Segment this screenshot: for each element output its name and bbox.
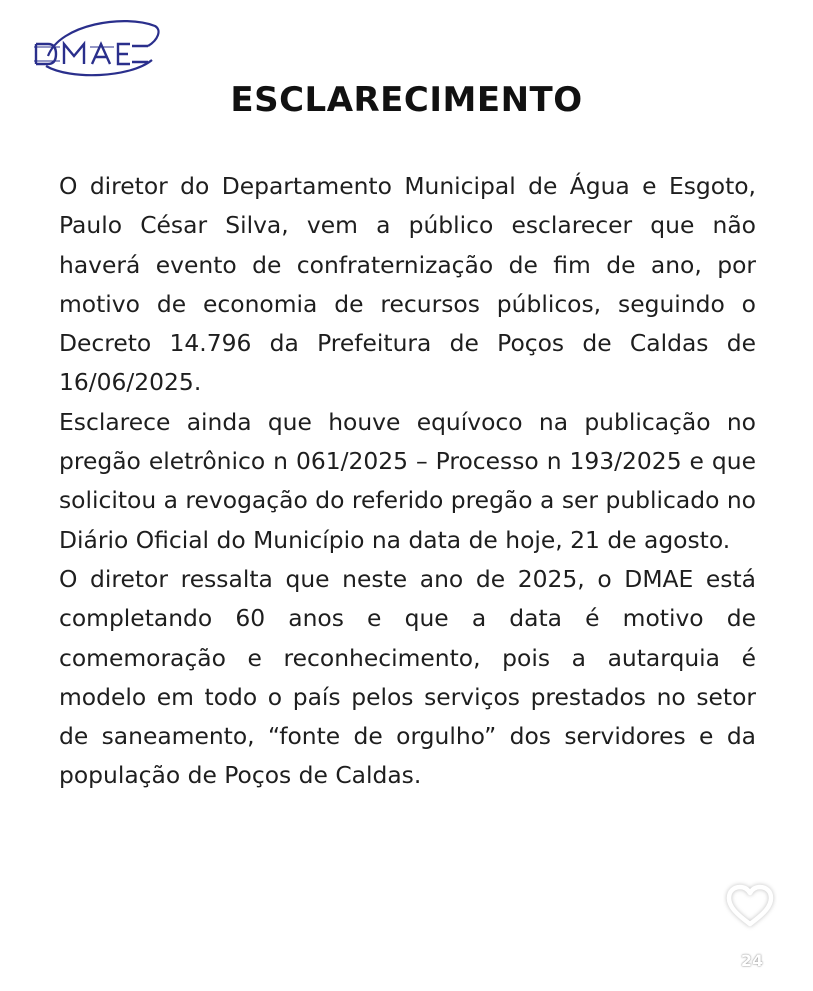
- dmae-logo-graphic: [30, 16, 165, 82]
- dmae-logo: [30, 16, 165, 82]
- document-title: ESCLARECIMENTO: [230, 80, 583, 120]
- document-body: [59, 167, 756, 796]
- paragraph-clarification: Esclarece ainda que houve equívoco na publicação no pregão eletrônico n 061/2025 – Processo n 193/2025 e que solicitou a revogação do referido pregão a ser publicado no Diário Oficial do Município na data de hoje, 21 de agosto.: [59, 407, 756, 554]
- paragraph-announcement: O diretor do Departamento Municipal de Água e Esgoto, Paulo César Silva, vem a público esclarecer que não haverá evento de confraternização de fim de ano, por motivo de economia de recursos públicos, seguindo o Decreto 14.796 da Prefeitura de Poços de Caldas de 16/06/2025.: [59, 172, 756, 397]
- heart-icon: [723, 880, 777, 934]
- like-count: 24: [740, 951, 764, 970]
- paragraph-anniversary: O diretor ressalta que neste ano de 2025, o DMAE está completando 60 anos e que a data é motivo de comemoração e reconhecimento, pois a autarquia é modelo em todo o país pelos serviços prestados no setor de saneamento, “fonte de orgulho” dos servidores e da população de Poços de Caldas.: [59, 564, 756, 790]
- like-button[interactable]: [723, 880, 777, 934]
